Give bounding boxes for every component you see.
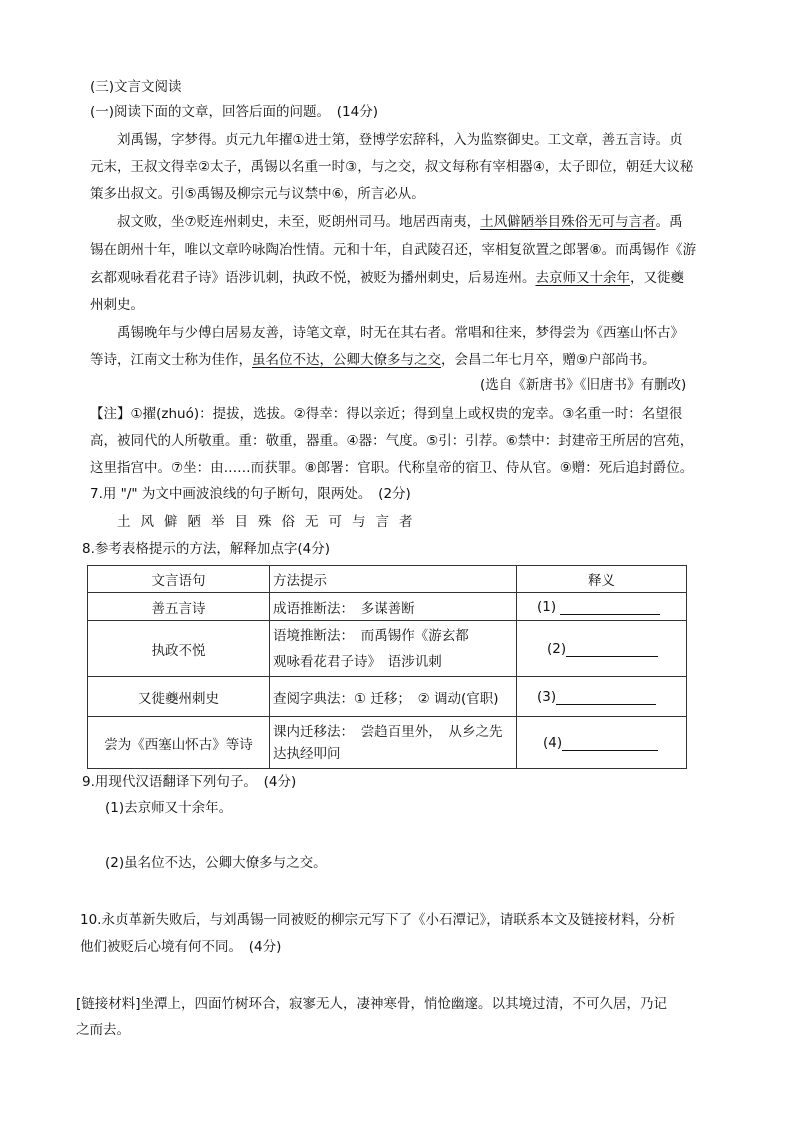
method-text: 达执经叩问	[273, 745, 341, 762]
answer-number: (3)	[537, 688, 557, 705]
phrase-cell: 又徙夔州刺史	[88, 677, 270, 717]
instruction: (一)阅读下面的文章，回答后面的问题。 (14分)	[90, 104, 378, 120]
answer-number: (1)	[537, 598, 557, 615]
passage-line	[90, 350, 656, 370]
passage-line: 锡在朗州十年，唯以文章吟咏陶冶性情。元和十年，自武陵召还，宰相复欲置之郎署⑧。而禹锡作《游	[90, 242, 697, 258]
question-10-line: 他们被贬后心境有何不同。 (4分)	[80, 939, 282, 955]
passage-text: ，会昌二年七月卒，赠⑨户部尚书。	[441, 352, 656, 368]
question-7-sentence: 土风僻陋举目殊俗无可与言者	[117, 514, 423, 530]
passage-line	[90, 268, 684, 288]
link-material-line: [链接材料]坐潭上，四面竹树环合，寂寥无人，凄神寒骨，悄怆幽邃。以其境过清，不可久居，乃记	[76, 996, 668, 1012]
method-text: 观咏看花君子诗》 语涉讥刺	[273, 653, 442, 670]
method-cell: 查阅字典法：① 迁移； ② 调动(官职)	[270, 677, 517, 717]
underlined-sentence-2: 虽名位不达，公卿大僚多与之交	[252, 352, 441, 368]
passage-line: 州刺史。	[90, 297, 144, 313]
phrase-cell: 执政不悦	[88, 621, 270, 677]
answer-blank-3[interactable]	[556, 690, 656, 705]
answer-number: (4)	[543, 734, 563, 751]
passage-line	[117, 212, 683, 232]
method-cell: 成语推断法： 多谋善断	[270, 593, 517, 621]
method-cell	[270, 621, 517, 677]
passage-text: 。禹	[655, 214, 683, 230]
passage-text: 玄都观咏看花君子诗》语涉讥刺，执政不悦，被贬为播州刺史，后易连州。	[90, 270, 536, 286]
question-9-prompt: 9.用现代汉语翻译下列句子。 (4分)	[82, 774, 297, 790]
answer-blank-4[interactable]	[562, 736, 658, 751]
wavy-underlined-sentence: 土风僻陋举目殊俗无可与言者	[480, 214, 656, 230]
table-row	[88, 621, 687, 677]
method-table	[87, 565, 687, 769]
answer-cell	[517, 621, 687, 677]
underlined-sentence-1: 去京师又十余年	[535, 270, 630, 286]
question-8-prompt: 8.参考表格提示的方法，解释加点字(4分)	[82, 541, 331, 557]
notes-line: 【注】①擢(zhuó)：提拔，选拔。②得幸：得以亲近；得到皇上或权贵的宠幸。③名重一时：名望很	[90, 406, 683, 422]
section-title: (三)文言文阅读	[90, 79, 182, 95]
answer-number: (2)	[547, 640, 567, 657]
answer-blank-2[interactable]	[566, 642, 658, 657]
answer-cell	[517, 593, 687, 621]
table-header-row	[88, 566, 687, 593]
link-material-line: 之而去。	[76, 1022, 130, 1038]
method-cell	[270, 717, 517, 769]
translation-item-1: (1)去京师又十余年。	[105, 800, 233, 816]
source-citation: (选自《新唐书》《旧唐书》有删改)	[480, 377, 687, 393]
notes-line: 高，被同代的人所敬重。重：敬重，器重。④器：气度。⑤引：引荐。⑥禁中：封建帝王所居的宫苑，	[90, 433, 694, 449]
method-text: 课内迁移法： 尝趋百里外， 从乡之先	[273, 723, 503, 740]
passage-text: ，又徙夔	[630, 270, 684, 286]
passage-line: 元末，王叔文得幸②太子，禹锡以名重一时③，与之交，叔文每称有宰相器④，太子即位，朝廷大议秘	[90, 159, 694, 175]
passage-text: 等诗，江南文士称为佳作，	[90, 352, 252, 368]
phrase-cell: 善五言诗	[88, 593, 270, 621]
passage-line: 策多出叔文。引⑤禹锡及柳宗元与议禁中⑥，所言必从。	[90, 186, 425, 202]
notes-line: 这里指宫中。⑦坐：由……而获罪。⑧郎署：官职。代称皇帝的宿卫、侍从官。⑨赠：死后追封爵位。	[90, 460, 694, 476]
table-row	[88, 677, 687, 717]
translation-item-2: (2)虽名位不达，公卿大僚多与之交。	[105, 855, 327, 871]
answer-cell	[517, 677, 687, 717]
passage-line: 禹锡晚年与少傅白居易友善，诗笔文章，时无在其右者。常唱和往来，梦得尝为《西塞山怀古》	[117, 325, 684, 341]
passage-text: 叔文败，坐⑦贬连州刺史，未至，贬朗州司马。地居西南夷，	[117, 214, 481, 230]
answer-blank-1[interactable]	[560, 600, 660, 615]
question-7-prompt: 7.用 "/" 为文中画波浪线的句子断句，限两处。 (2分)	[90, 486, 411, 502]
method-text: 语境推断法： 而禹锡作《游玄都	[273, 627, 469, 644]
passage-line: 刘禹锡，字梦得。贞元九年擢①进士第，登博学宏辞科，入为监察御史。工文章，善五言诗。贞	[117, 132, 683, 148]
table-header: 释义	[517, 566, 687, 593]
phrase-cell: 尝为《西塞山怀古》等诗	[88, 717, 270, 769]
table-row	[88, 717, 687, 769]
table-row	[88, 593, 687, 621]
question-10-line: 10.永贞革新失败后，与刘禹锡一同被贬的柳宗元写下了《小石潭记》，请联系本文及链接材料，分析	[80, 912, 676, 928]
answer-cell	[517, 717, 687, 769]
table-header: 文言语句	[88, 566, 270, 593]
table-header: 方法提示	[270, 566, 517, 593]
